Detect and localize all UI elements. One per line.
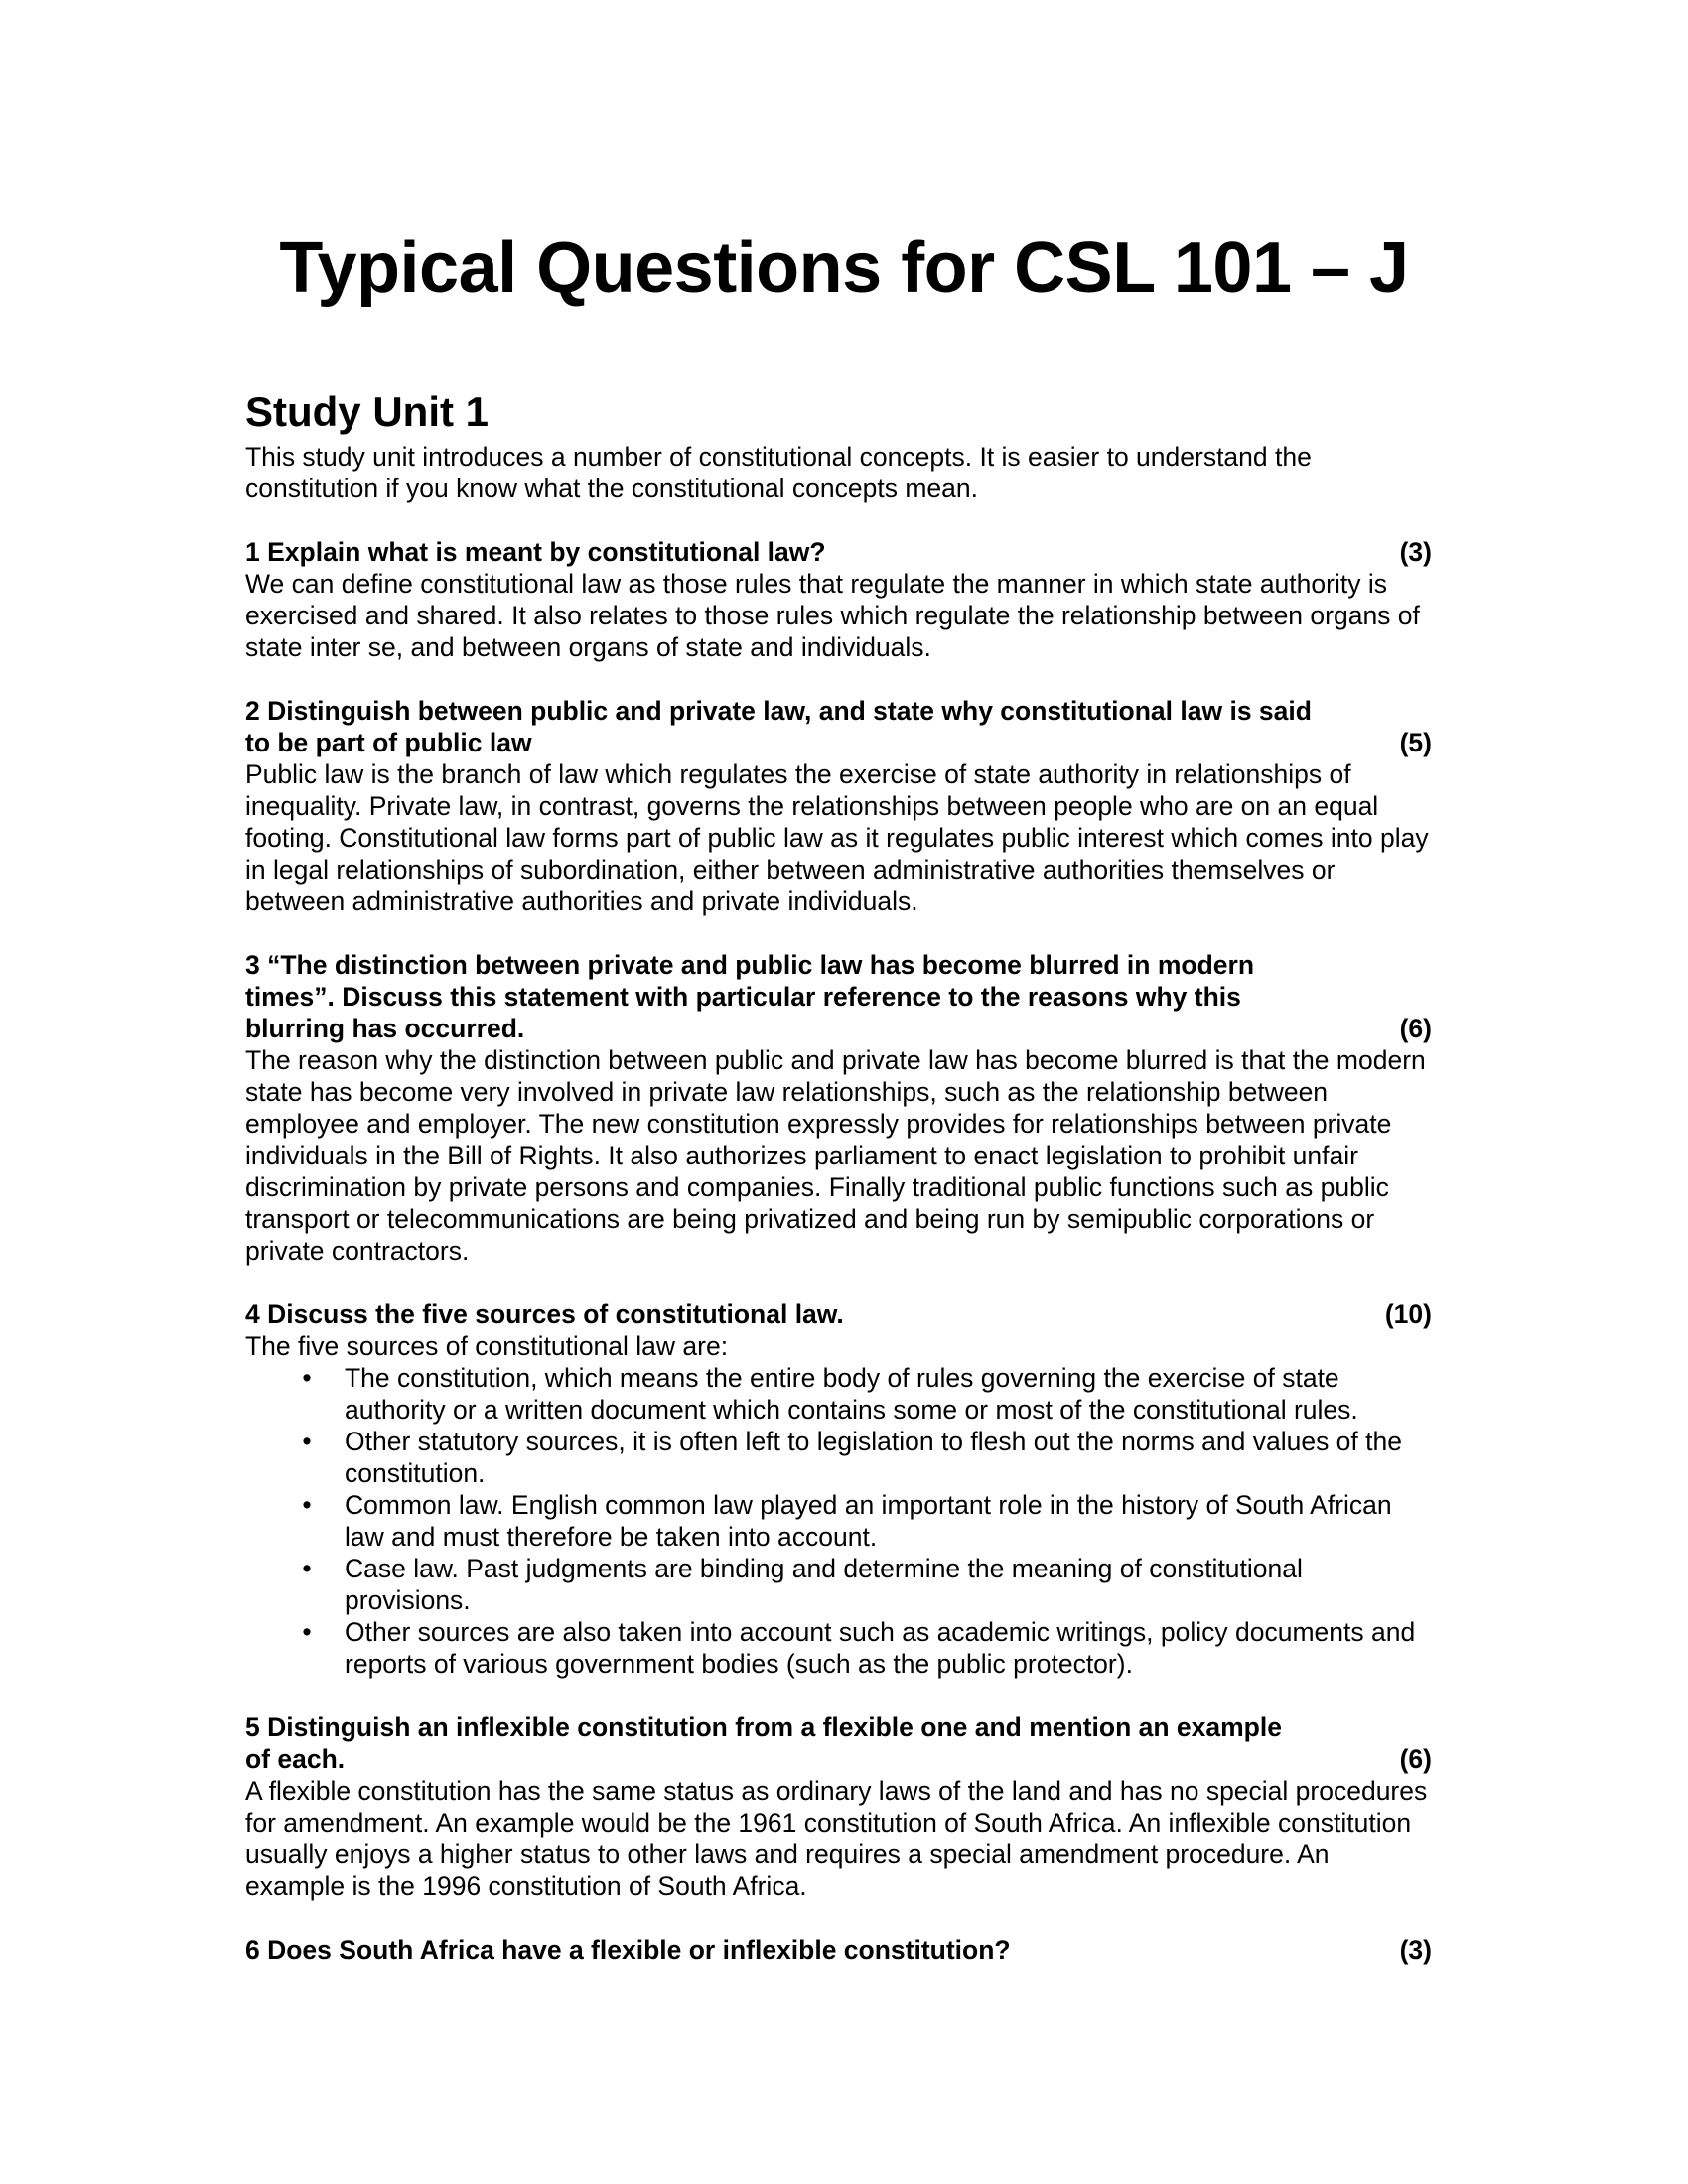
question-1 [245,536,1432,663]
question-text: to be part of public law [245,728,532,757]
list-item-text: Case law. Past judgments are binding and determine the meaning of constitutional provisions. [345,1554,1303,1615]
question-line [245,536,1432,568]
study-unit-heading: Study Unit 1 [245,388,490,435]
question-text: 2 Distinguish between public and private law, and state why constitutional law is said [245,696,1312,726]
answer-text: The reason why the distinction between public and private law has become blurred is that the modern state has become very involved in private law relationships, such as the relationship between employee and employer. The new constitution expressly provides for relationships between private individuals in the Bill of Rights. It also authorizes parliament to enact legislation to prohibit unfair discrimination by private persons and companies. Finally traditional public functions such as public transport or telecommunications are being privatized and being run by semipublic corporations or private contractors. [245,1045,1426,1266]
list-item [245,1426,1432,1489]
question-marks: (5) [1399,728,1432,757]
question-text: 1 Explain what is meant by constitutional law? [245,537,826,567]
question-line [245,1743,1432,1775]
question-text: 5 Distinguish an inflexible constitution from a flexible one and mention an example [245,1712,1282,1742]
question-marks: (10) [1384,1299,1432,1329]
bullet-icon: • [302,1427,312,1456]
question-5 [245,1711,1432,1902]
list-item [245,1616,1432,1680]
question-marks: (6) [1399,1744,1432,1774]
question-text: blurring has occurred. [245,1014,525,1043]
list-item-text: Other sources are also taken into account such as academic writings, policy documents and reports of various government bodies (such as the public protector). [345,1617,1416,1679]
question-marks: (3) [1399,537,1432,567]
answer-text: The five sources of constitutional law are: [245,1331,729,1361]
study-unit-intro: This study unit introduces a number of constitutional concepts. It is easier to understand the constitution if you know what the constitutional concepts mean. [245,442,1312,503]
list-item-text: The constitution, which means the entire body of rules governing the exercise of state authority or a written document which contains some or most of the constitutional rules. [345,1363,1358,1425]
question-3 [245,949,1432,1267]
list-item [245,1553,1432,1616]
question-line [245,727,1432,758]
list-item-text: Other statutory sources, it is often left to legislation to flesh out the norms and values of the constitution. [345,1427,1402,1488]
question-text: 3 “The distinction between private and public law has become blurred in modern [245,950,1255,980]
page-title: Typical Questions for CSL 101 – J [279,228,1409,308]
answer-text: Public law is the branch of law which regulates the exercise of state authority in relationships of inequality. Private law, in contrast, governs the relationships between people who are on an equal footing. Constitutional law forms part of public law as it regulates public interest which comes into play in legal relationships of subordination, either between administrative authorities themselves or between administrative authorities and private individuals. [245,759,1429,916]
question-marks: (6) [1399,1014,1432,1043]
question-text: times”. Discuss this statement with particular reference to the reasons why this [245,982,1241,1012]
question-text: 4 Discuss the five sources of constitutional law. [245,1299,844,1329]
question-2 [245,695,1432,917]
question-line [245,1013,1432,1044]
document-body [245,387,1432,1966]
bullet-icon: • [302,1554,312,1583]
question-text: 6 Does South Africa have a flexible or inflexible constitution? [245,1935,1011,1965]
question-text: of each. [245,1744,346,1774]
list-item [245,1489,1432,1553]
sources-list [245,1362,1432,1680]
list-item [245,1362,1432,1426]
bullet-icon: • [302,1617,312,1647]
question-line [245,1934,1432,1966]
question-6 [245,1934,1432,1966]
answer-text: We can define constitutional law as those rules that regulate the manner in which state authority is exercised and shared. It also relates to those rules which regulate the relationship between organs of state inter se, and between organs of state and individuals. [245,569,1420,662]
question-4 [245,1298,1432,1680]
bullet-icon: • [302,1490,312,1520]
question-line [245,1298,1432,1330]
bullet-icon: • [302,1363,312,1393]
list-item-text: Common law. English common law played an important role in the history of South African law and must therefore be taken into account. [345,1490,1392,1552]
question-marks: (3) [1399,1935,1432,1965]
answer-text: A flexible constitution has the same status as ordinary laws of the land and has no special procedures for amendment. An example would be the 1961 constitution of South Africa. An inflexible constitution usually enjoys a higher status to other laws and requires a special amendment procedure. An example is the 1996 constitution of South Africa. [245,1776,1428,1901]
